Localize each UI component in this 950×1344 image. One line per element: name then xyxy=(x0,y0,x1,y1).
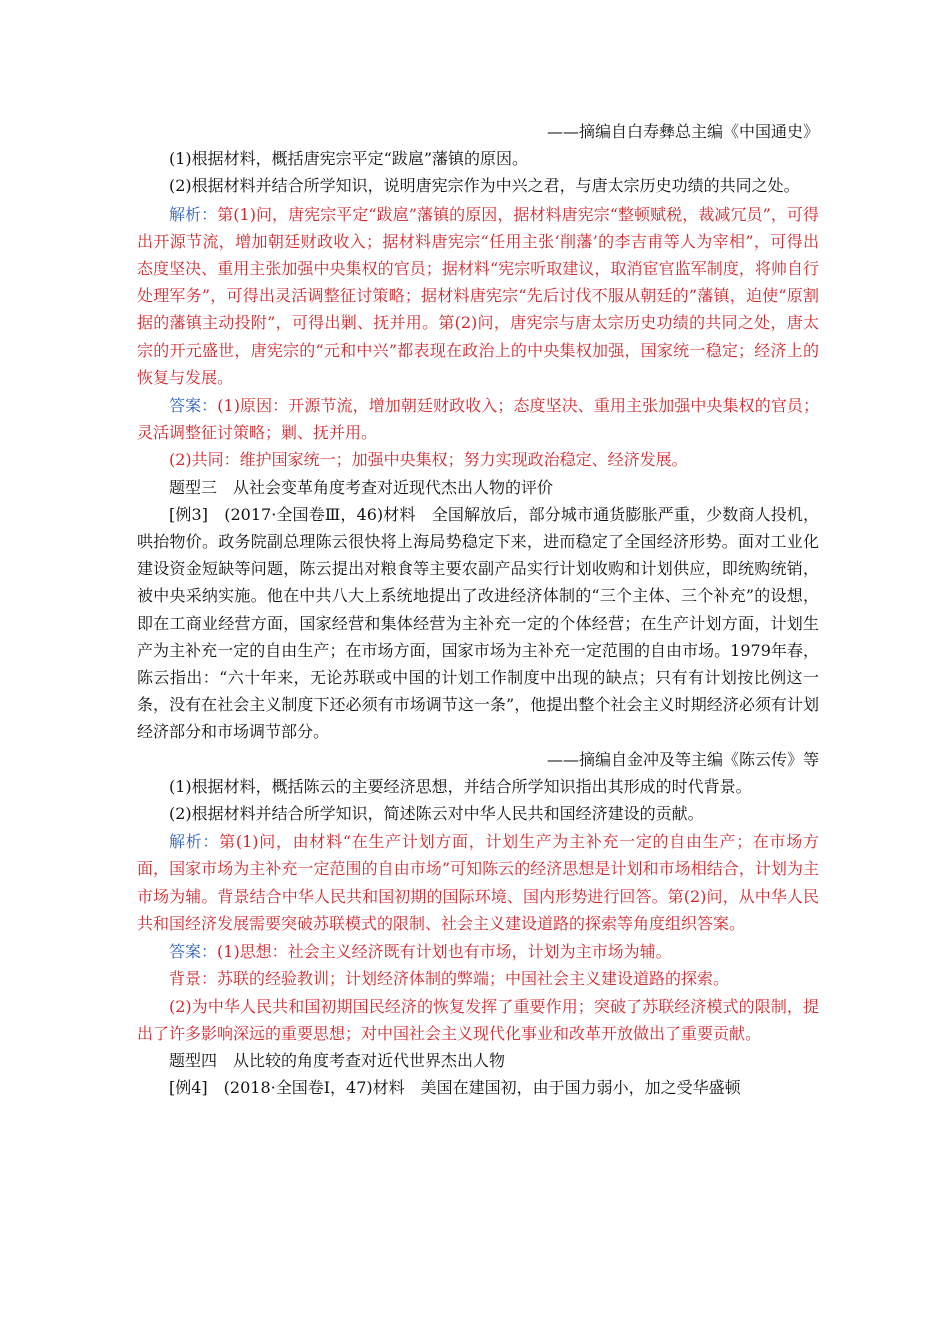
analysis-3 xyxy=(137,828,819,937)
answer-3-c: (2)为中华人民共和国初期国民经济的恢复发挥了重要作用；突破了苏联经济模式的限制，提出了许多影响深远的重要思想；对中国社会主义现代化事业和改革开放做出了重要贡献。 xyxy=(137,996,819,1043)
question-3-1: (1)根据材料，概括陈云的主要经济思想，并结合所学知识指出其形成的时代背景。 xyxy=(169,776,752,796)
answer-3-b: 背景：苏联的经验教训；计划经济体制的弊端；中国社会主义建设道路的探索。 xyxy=(169,969,730,989)
analysis-1-text: 第(1)问，唐宪宗平定“跋扈”藩镇的原因，据材料唐宪宗“整顿赋税，裁减冗员”，可得出开源节流，增加朝廷财政收入；据材料唐宪宗“任用主张‘削藩’的李吉甫等人为宰相”，可得出态度坚决、重用主张加强中央集权的官员；据材料“宪宗听取建议，取消宦官监军制度，将帅自行处理军务”，可得出灵活调整征讨策略；据材料唐宪宗“先后讨伐不服从朝廷的”藩镇，迫使“原割据的藩镇主动投附”，可得出剿、抚并用。第(2)问，唐宪宗与唐太宗历史功绩的共同之处，唐太宗的开元盛世，唐宪宗的“元和中兴”都表现在政治上的中央集权加强，国家统一稳定；经济上的恢复与发展。 xyxy=(137,204,819,387)
question-1-1: (1)根据材料，概括唐宪宗平定“跋扈”藩镇的原因。 xyxy=(169,149,529,169)
example-3-material: [例3] (2017·全国卷Ⅲ，46)材料 全国解放后，部分城市通货膨胀严重，少数商人投机，哄抬物价。政务院副总理陈云很快将上海局势稳定下来，进而稳定了全国经济形势。面对工业化建设资金短缺等问题，陈云提出对粮食等主要农副产品实行计划收购和计划供应，即统购统销，被中央采纳实施。他在中共八大上系统地提出了改进经济体制的“三个主体、三个补充”的设想，即在工商业经营方面，国家经营和集体经营为主补充一定的个体经营；在生产计划方面，计划生产为主补充一定的自由生产；在市场方面，国家市场为主补充一定范围的自由市场。1979年春，陈云指出：“六十年来，无论苏联或中国的计划工作制度中出现的缺点；只有有计划按比例这一条，没有在社会主义制度下还必须有市场调节这一条”，他提出整个社会主义时期经济必须有计划经济部分和市场调节部分。 xyxy=(137,504,819,742)
answer-label: 答案： xyxy=(169,942,218,962)
answer-3-a-text: (1)思想：社会主义经济既有计划也有市场，计划为主市场为辅。 xyxy=(217,942,672,962)
answer-1-a-text: (1)原因：开源节流，增加朝廷财政收入；态度坚决、重用主张加强中央集权的官员；灵活调整征讨策略；剿、抚并用。 xyxy=(137,396,819,443)
source-citation-1: ——摘编自白寿彝总主编《中国通史》 xyxy=(546,122,819,141)
question-1-2: (2)根据材料并结合所学知识，说明唐宪宗作为中兴之君，与唐太宗历史功绩的共同之处。 xyxy=(169,176,800,196)
analysis-3-text: 第(1)问，由材料“在生产计划方面，计划生产为主补充一定的自由生产；在市场方面，国家市场为主补充一定范围的自由市场”可知陈云的经济思想是计划和市场相结合，计划为主市场为辅。背景结合中华人民共和国初期的国际环境、国内形势进行回答。第(2)问，从中华人民共和国经济发展需要突破苏联模式的限制、社会主义建设道路的探索等角度组织答案。 xyxy=(137,832,819,933)
answer-3 xyxy=(137,938,819,965)
document-page xyxy=(137,118,819,1101)
analysis-label: 解析： xyxy=(169,832,220,852)
answer-1 xyxy=(137,392,819,446)
source-citation-3: ——摘编自金冲及等主编《陈云传》等 xyxy=(546,749,819,769)
section-type-4: 题型四 从比较的角度考查对近代世界杰出人物 xyxy=(169,1050,506,1070)
answer-label: 答案： xyxy=(169,396,218,416)
section-type-3: 题型三 从社会变革角度考查对近现代杰出人物的评价 xyxy=(169,477,554,497)
answer-1-b: (2)共同：维护国家统一；加强中央集权；努力实现政治稳定、经济发展。 xyxy=(169,450,688,470)
example-4-material: [例4] (2018·全国卷Ⅰ，47)材料 美国在建国初，由于国力弱小，加之受华盛顿 xyxy=(169,1078,741,1098)
analysis-label: 解析： xyxy=(169,204,218,224)
question-3-2: (2)根据材料并结合所学知识，简述陈云对中华人民共和国经济建设的贡献。 xyxy=(169,804,704,824)
analysis-1 xyxy=(137,201,819,391)
